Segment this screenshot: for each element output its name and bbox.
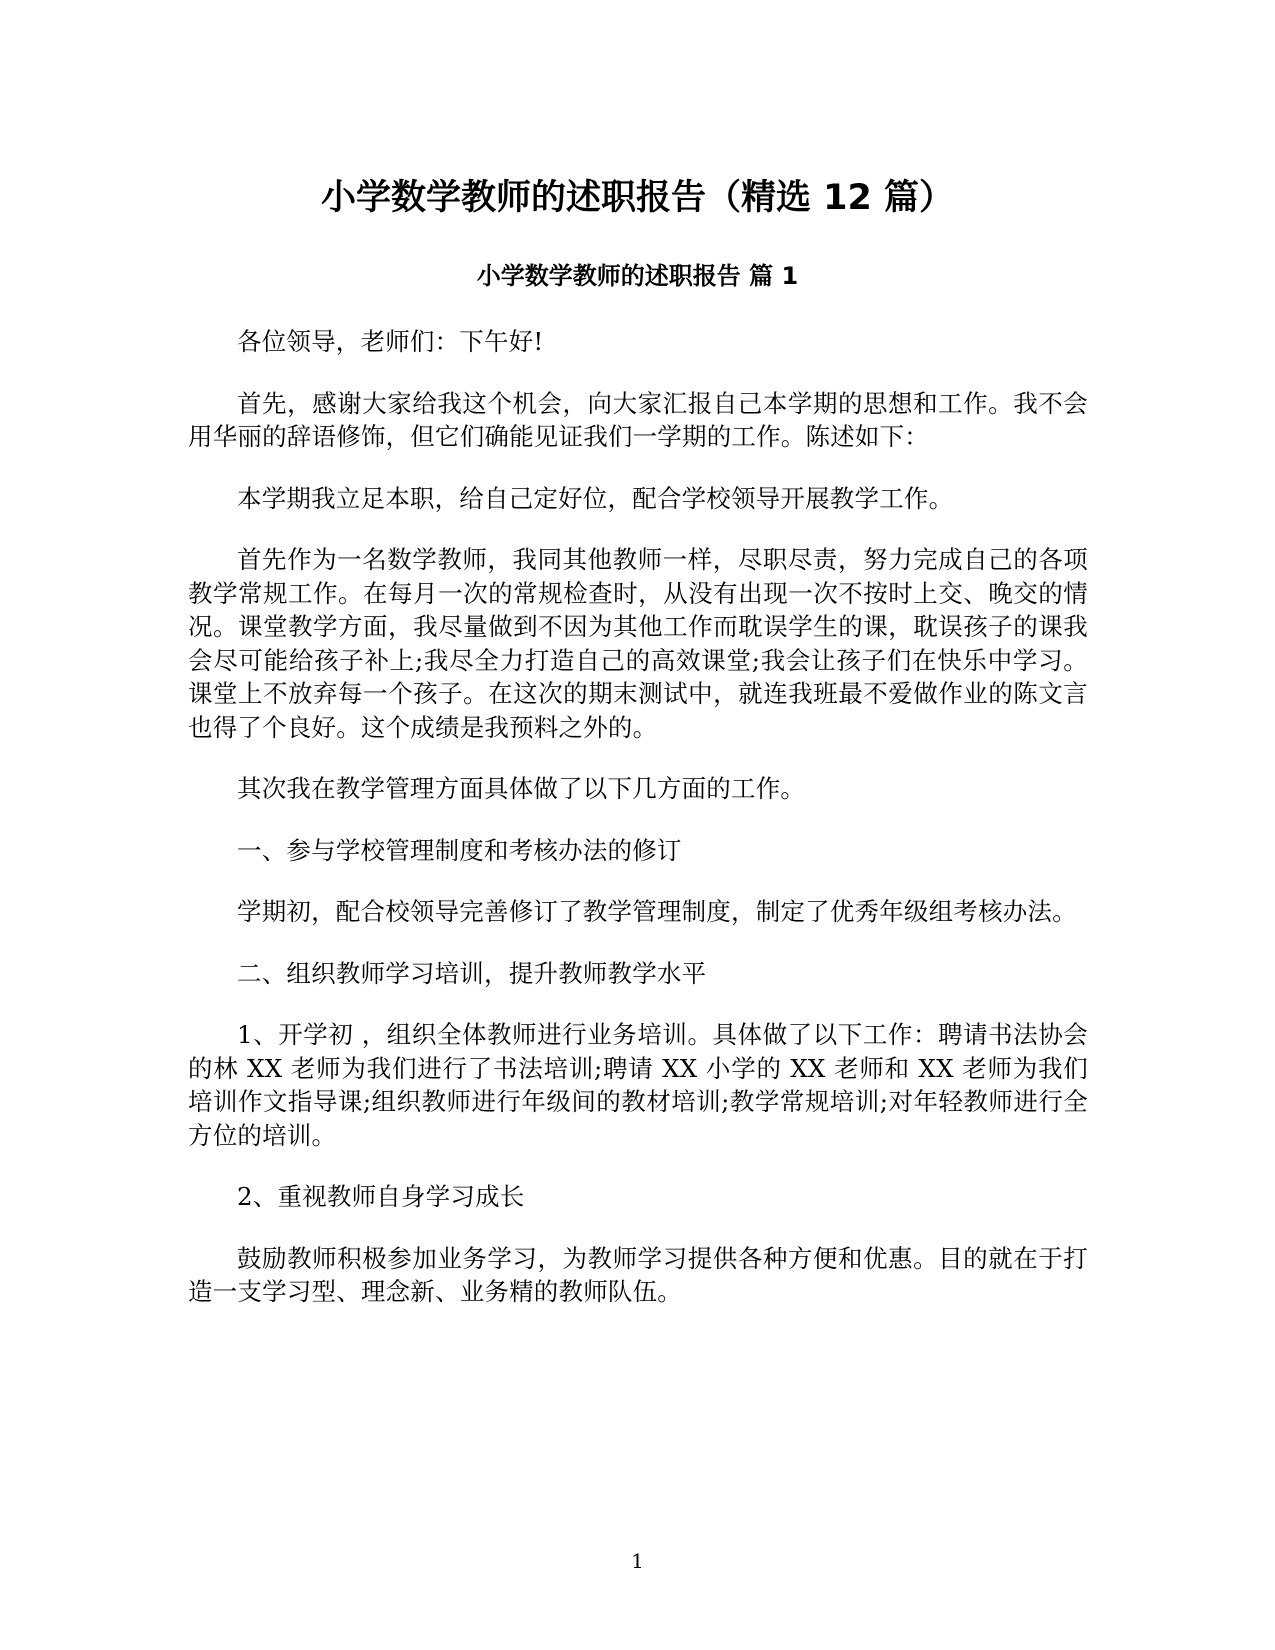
paragraph-subitem-2: 2、重视教师自身学习成长 <box>237 1182 525 1211</box>
page-number: 1 <box>631 1549 644 1573</box>
paragraph-intro: 首先，感谢大家给我这个机会，向大家汇报自己本学期的思想和工作。我不会用华丽的辞语修饰，但它们确能见证我们一学期的工作。陈述如下： <box>188 388 1088 451</box>
section-title: 小学数学教师的述职报告 篇 1 <box>476 262 799 290</box>
paragraph-position: 本学期我立足本职，给自己定好位，配合学校领导开展教学工作。 <box>237 483 954 513</box>
paragraph-greeting: 各位领导，老师们：下午好! <box>237 327 544 356</box>
paragraph-subitem-1: 1、开学初 ，组织全体教师进行业务培训。具体做了以下工作：聘请书法协会的林 XX 老师为我们进行了书法培训;聘请 XX 小学的 XX 老师和 XX 老师为我们培训作文指导课;组织教师进行年级间的教材培训;教学常规培训;对年轻教师进行全方位的培训。 <box>188 1020 1089 1150</box>
paragraph-management-intro: 其次我在教学管理方面具体做了以下几方面的工作。 <box>237 774 806 803</box>
paragraph-item-1: 学期初，配合校领导完善修订了教学管理制度，制定了优秀年级组考核办法。 <box>237 897 1077 926</box>
paragraph-teaching: 首先作为一名数学教师，我同其他教师一样，尽职尽责，努力完成自己的各项教学常规工作。在每月一次的常规检查时，从没有出现一次不按时上交、晚交的情况。课堂教学方面，我尽量做到不因为其他工作而耽误学生的课，耽误孩子的课我会尽可能给孩子补上;我尽全力打造自己的高效课堂;我会让孩子们在快乐中学习。课堂上不放弃每一个孩子。在这次的期末测试中，就连我班最不爱做作业的陈文言也得了个良好。这个成绩是我预料之外的。 <box>188 545 1088 742</box>
heading-item-1: 一、参与学校管理制度和考核办法的修订 <box>237 835 682 865</box>
heading-item-2: 二、组织教师学习培训，提升教师教学水平 <box>237 958 707 988</box>
paragraph-encourage: 鼓励教师积极参加业务学习，为教师学习提供各种方便和优惠。目的就在于打造一支学习型、理念新、业务精的教师队伍。 <box>188 1243 1088 1306</box>
document-body <box>188 325 1088 1337</box>
document-title: 小学数学教师的述职报告（精选 12 篇） <box>320 178 955 218</box>
